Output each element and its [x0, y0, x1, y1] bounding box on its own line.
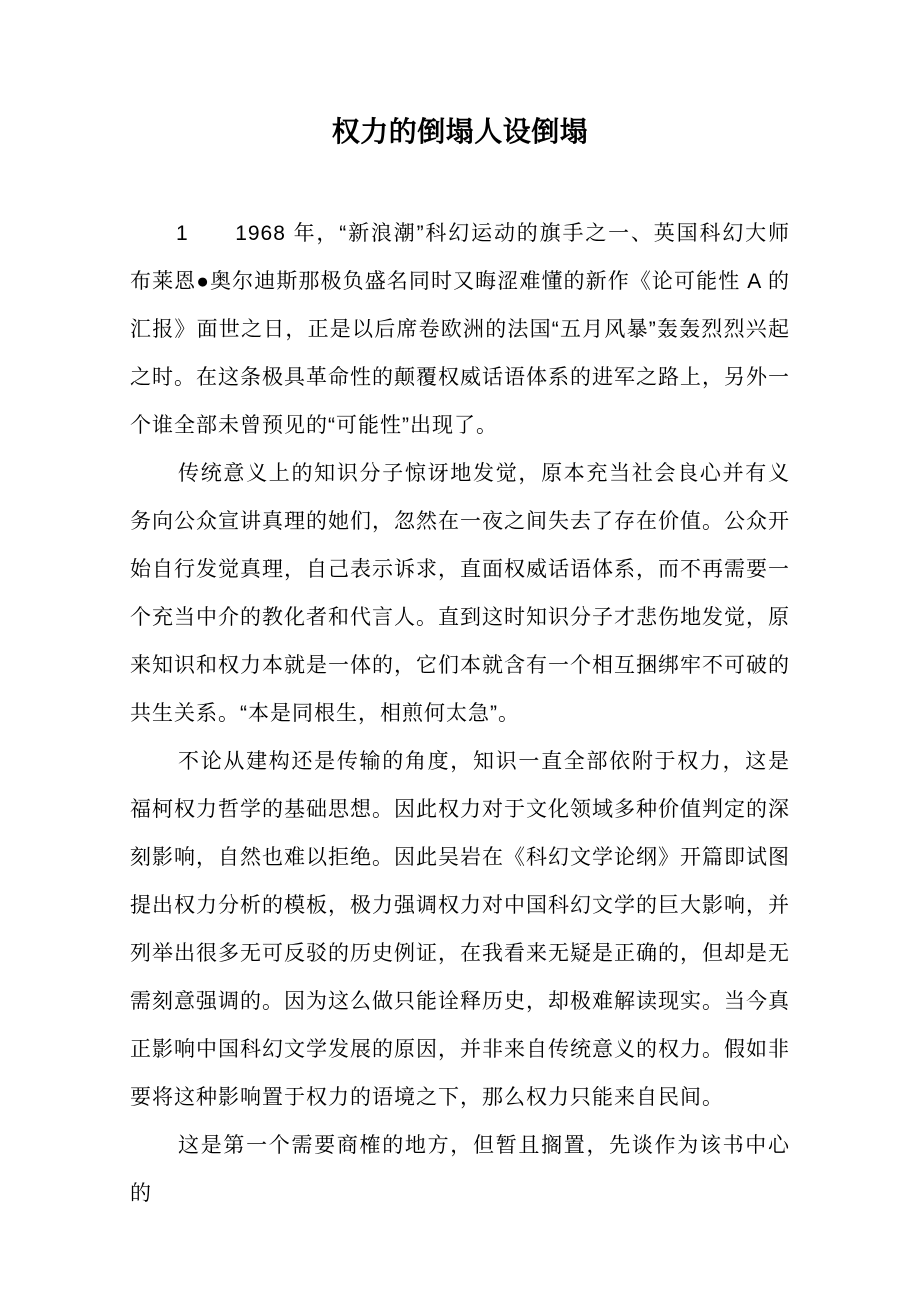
paragraph: 不论从建构还是传输的角度，知识一直全部依附于权力，这是福柯权力哲学的基础思想。因此权力对于文化领域多种价值判定的深刻影响，自然也难以拒绝。因此吴岩在《科幻文学论纲》开篇即试图提出权力分析的模板，极力强调权力对中国科幻文学的巨大影响，并列举出很多无可反驳的历史例证，在我看来无疑是正确的，但却是无需刻意强调的。因为这么做只能诠释历史，却极难解读现实。当今真正影响中国科幻文学发展的原因，并非来自传统意义的权力。假如非要将这种影响置于权力的语境之下，那么权力只能来自民间。 [130, 750, 790, 1109]
paragraph: 这是第一个需要商榷的地方，但暂且搁置，先谈作为该书中心的 [130, 1134, 790, 1205]
paragraph: 1 1968 年，“新浪潮”科幻运动的旗手之一、英国科幻大师布莱恩●奥尔迪斯那极负盛名同时又晦涩难懂的新作《论可能性 A 的汇报》面世之日，正是以后席卷欧洲的法国“五月风暴”轰轰烈烈兴起之时。在这条极具革命性的颠覆权威话语体系的进军之路上，另外一个谁全部未曾预见的“可能性”出现了。 [130, 222, 790, 437]
paragraph: 传统意义上的知识分子惊讶地发觉，原本充当社会良心并有义务向公众宣讲真理的她们，忽然在一夜之间失去了存在价值。公众开始自行发觉真理，自己表示诉求，直面权威话语体系，而不再需要一个充当中介的教化者和代言人。直到这时知识分子才悲伤地发觉，原来知识和权力本就是一体的，它们本就含有一个相互捆绑牢不可破的共生关系。“本是同根生，相煎何太急”。 [130, 462, 790, 725]
page-title: 权力的倒塌人设倒塌 [331, 116, 589, 147]
